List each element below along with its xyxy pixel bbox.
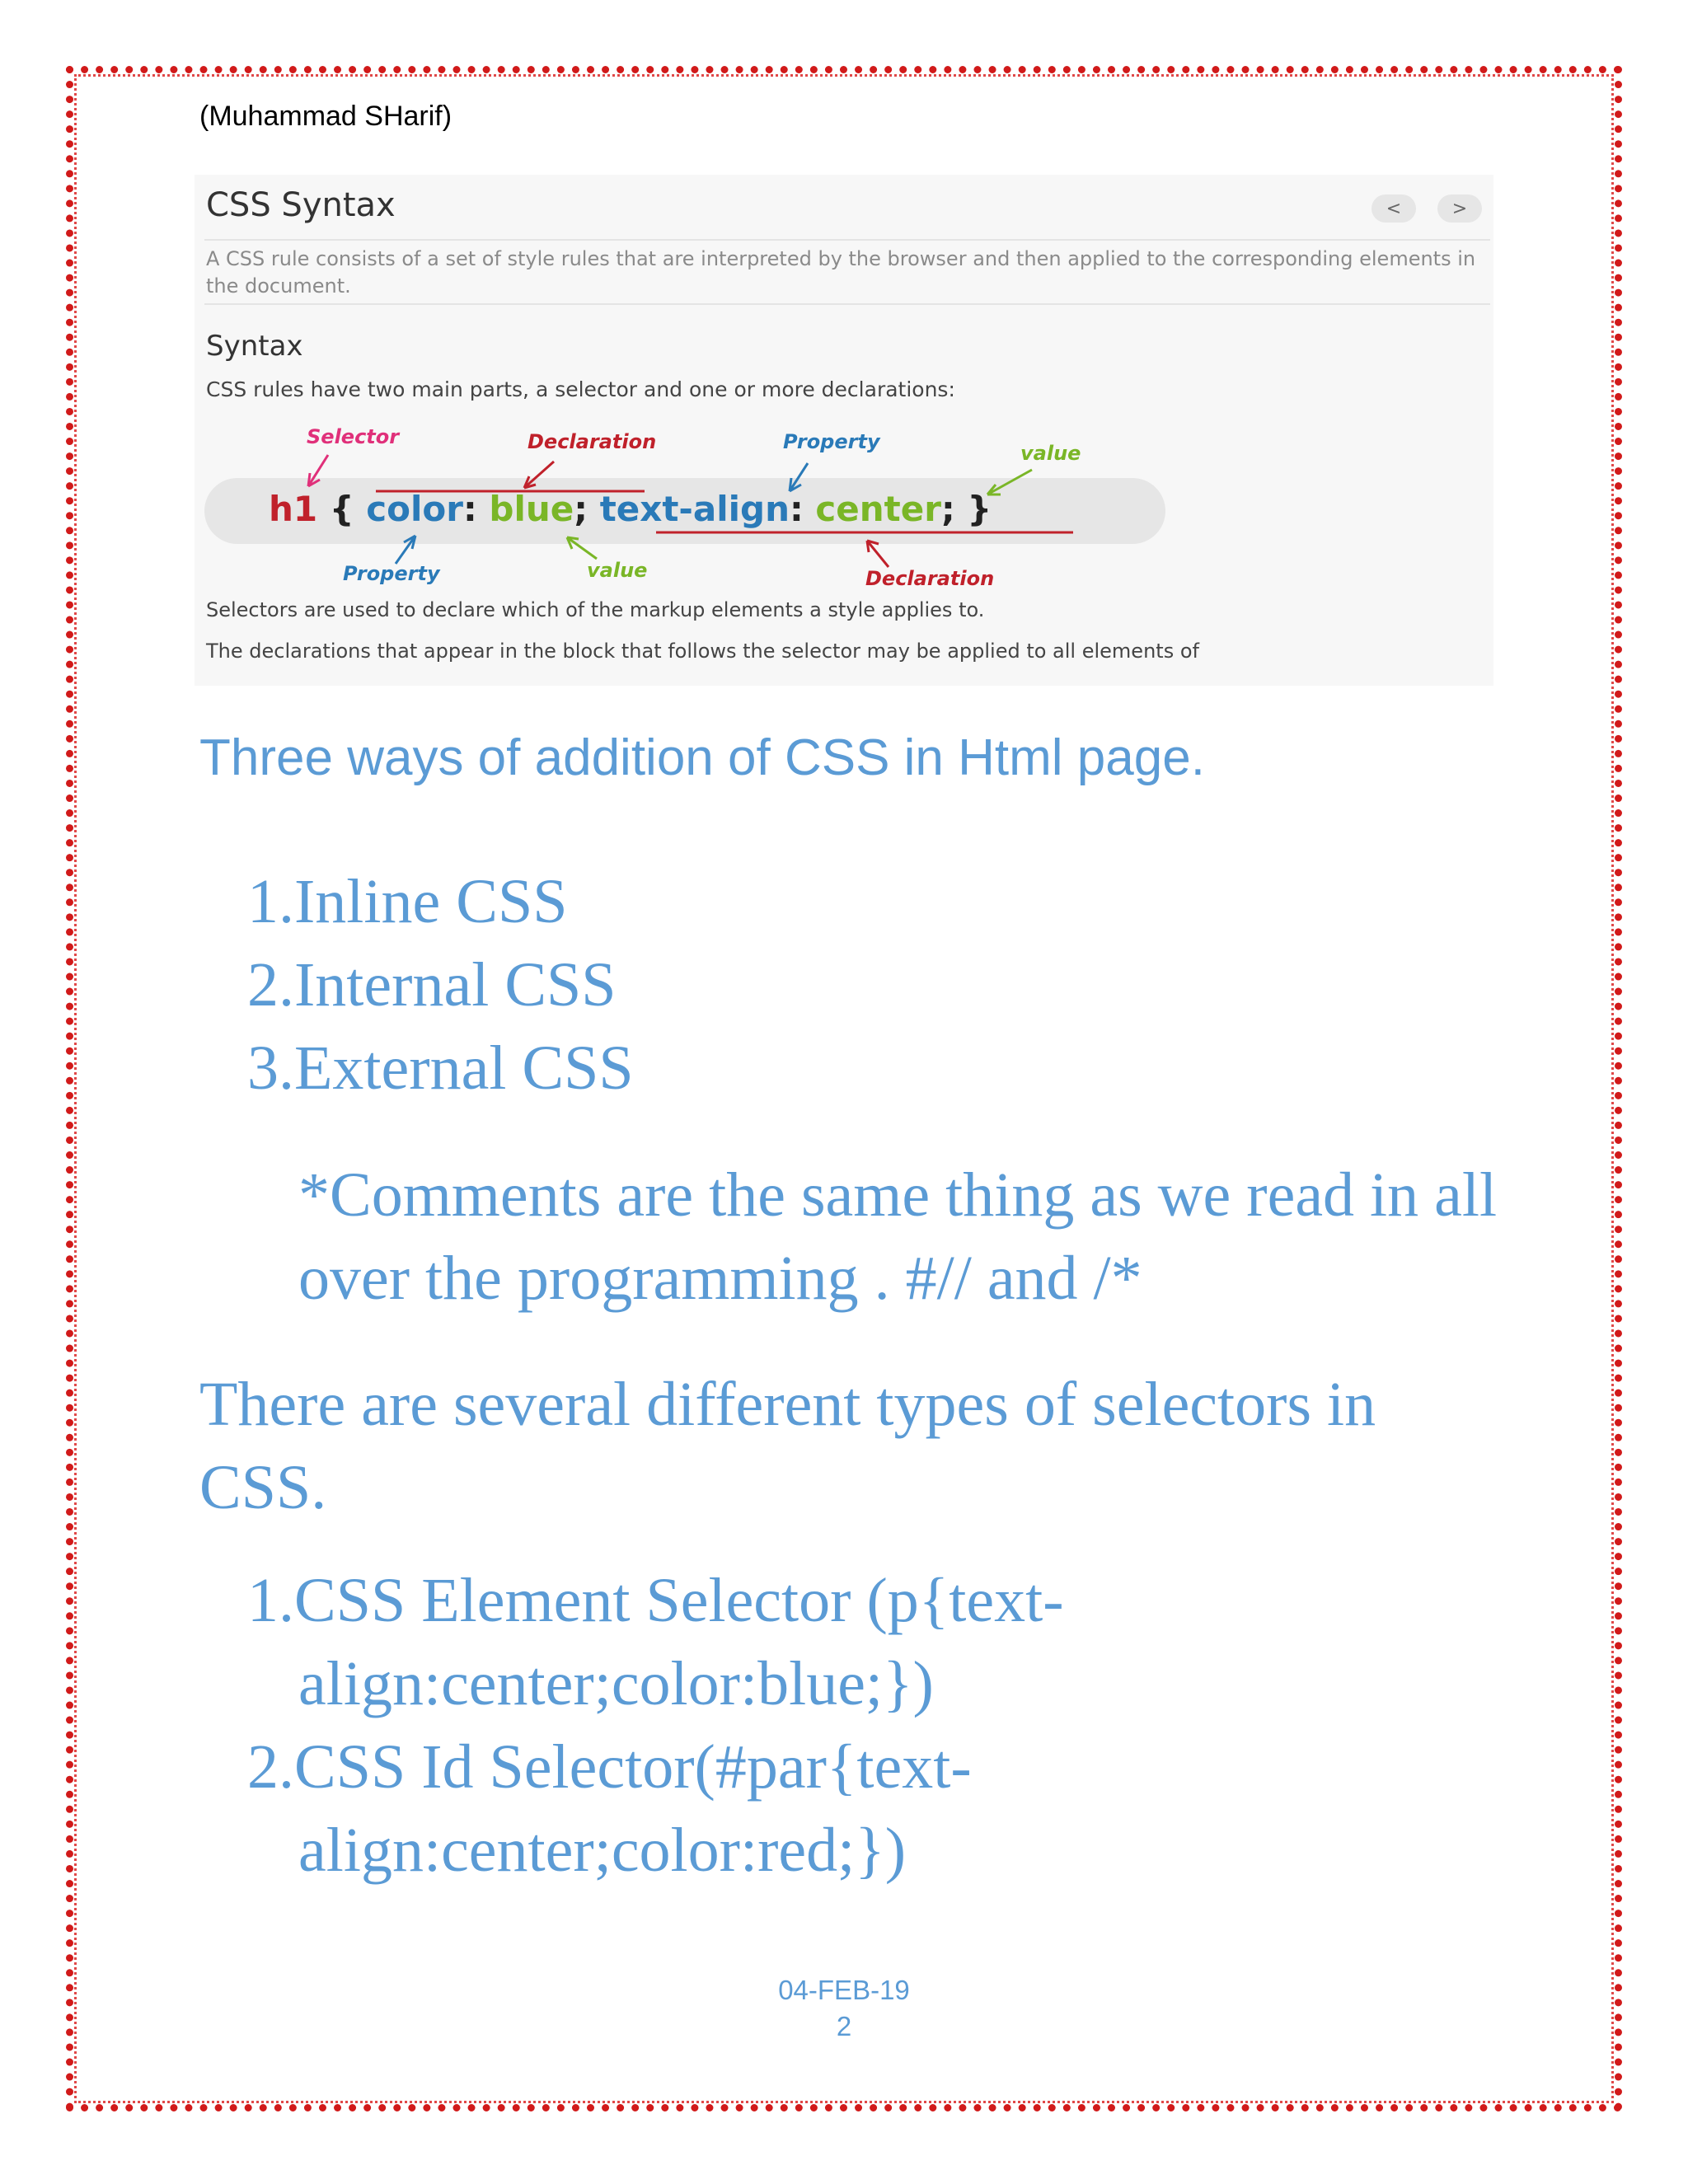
annotation-value: value	[587, 559, 648, 582]
next-button[interactable]: >	[1437, 194, 1482, 223]
comment-note: *Comments are the same thing as we read in all over the programming . #// and /*	[298, 1160, 1498, 1313]
selector-arrow-icon	[308, 455, 328, 486]
property-arrow-icon	[396, 536, 415, 564]
list-item-text: align:center;color:blue;})	[298, 1649, 934, 1718]
screenshot-title: CSS Syntax	[206, 186, 396, 224]
screenshot-text-line: Selectors are used to declare which of the markup elements a style applies to.	[206, 598, 985, 621]
footer-date: 04-FEB-19	[778, 1975, 910, 2005]
value-arrow-icon	[567, 537, 597, 559]
code-property-1: color	[366, 489, 463, 529]
code-value-1: blue	[489, 489, 574, 529]
list-item	[247, 1559, 1064, 1726]
selectors-intro: There are several different types of selectors in CSS.	[199, 1370, 1376, 1522]
annotation-declaration: Declaration	[865, 567, 995, 590]
value-arrow-icon	[987, 470, 1032, 494]
code-selector: h1	[269, 489, 318, 529]
list-item: 1.Inline CSS	[247, 867, 568, 936]
screenshot-intro: A CSS rule consists of a set of style rules that are interpreted by the browser and then applied to the corresponding elements in the document.	[206, 247, 1476, 298]
declaration-arrow-icon	[867, 541, 889, 567]
author-name: (Muhammad SHarif)	[199, 101, 452, 132]
list-item-text: 1.CSS Element Selector (p{text-	[247, 1566, 1064, 1635]
annotation-selector: Selector	[307, 425, 400, 448]
list-item: 2.Internal CSS	[247, 950, 617, 1019]
annotation-arrows	[0, 0, 1688, 701]
page-number: 2	[836, 2011, 852, 2041]
selectors-list	[247, 1559, 1064, 1892]
list-item: 3.External CSS	[247, 1033, 634, 1103]
code-open-brace: {	[329, 489, 354, 529]
declaration-arrow-icon	[524, 462, 554, 488]
code-close-brace: }	[967, 489, 992, 529]
annotation-property: Property	[343, 562, 440, 585]
list-item	[247, 1726, 1064, 1892]
code-property-2: text-align	[599, 489, 790, 529]
ways-list	[247, 860, 634, 1110]
css-rule-example: h1 { color: blue; text-align: center; }	[269, 489, 992, 529]
screenshot-text-line: The declarations that appear in the block that follows the selector may be applied to all elements of	[206, 640, 1199, 663]
annotation-property: Property	[783, 430, 880, 453]
list-item-text: 2.CSS Id Selector(#par{text-	[247, 1732, 972, 1802]
list-item-text: align:center;color:red;})	[298, 1816, 907, 1885]
annotation-declaration: Declaration	[528, 430, 657, 453]
annotation-value: value	[1020, 442, 1081, 465]
section-heading: Three ways of addition of CSS in Html page.	[199, 729, 1205, 786]
code-value-2: center	[815, 489, 941, 529]
property-arrow-icon	[790, 463, 808, 491]
syntax-heading: Syntax	[206, 330, 303, 363]
prev-button[interactable]: <	[1372, 194, 1416, 223]
syntax-description: CSS rules have two main parts, a selector and one or more declarations:	[206, 377, 955, 401]
